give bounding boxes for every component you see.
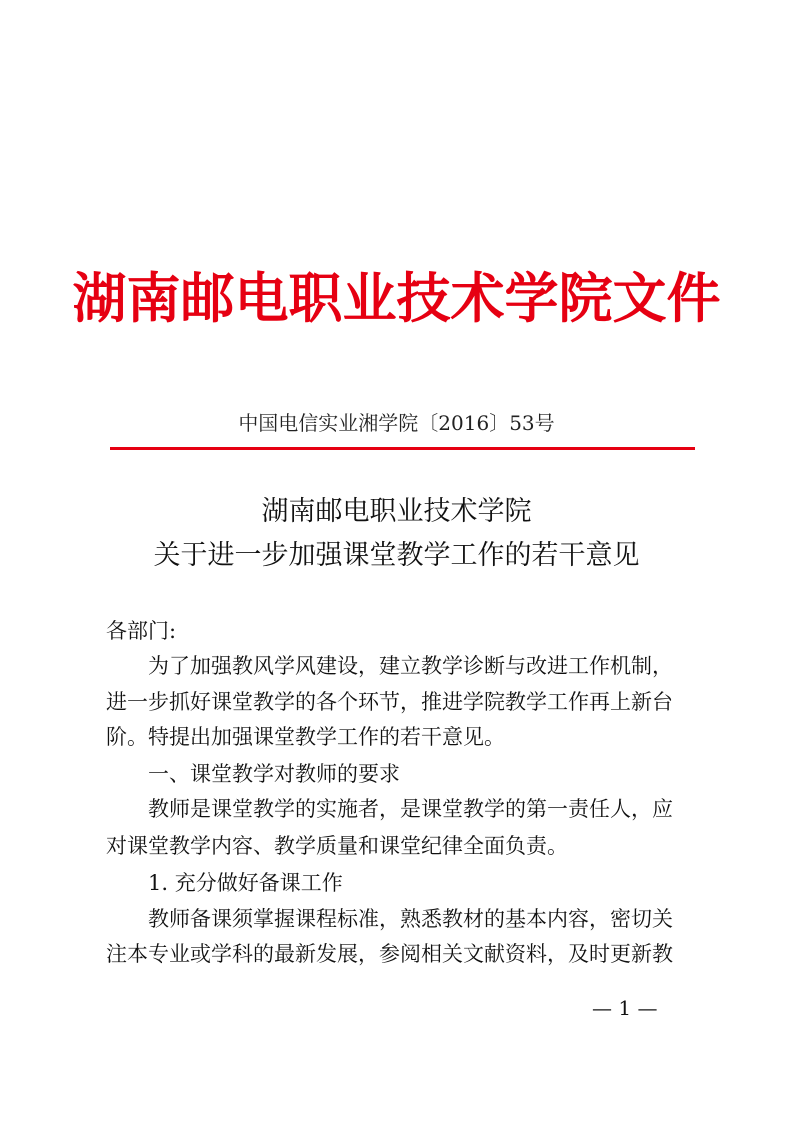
document-title-line-2: 关于进一步加强课堂教学工作的若干意见 — [153, 540, 640, 571]
salutation: 各部门: — [106, 619, 177, 643]
subsection-heading: 1. 充分做好备课工作 — [106, 871, 343, 895]
document-number: 中国电信实业湘学院〔2016〕53号 — [238, 411, 555, 435]
section-heading: 一、课堂教学对教师的要求 — [106, 762, 400, 786]
page-number: — 1 — — [592, 996, 658, 1020]
body-paragraph-line: 进一步抓好课堂教学的各个环节，推进学院教学工作再上新台 — [106, 690, 673, 714]
body-paragraph-line: 阶。特提出加强课堂教学工作的若干意见。 — [106, 725, 505, 749]
body-paragraph-line: 教师备课须掌握课程标准，熟悉教材的基本内容，密切关 — [106, 907, 673, 931]
body-paragraph-line: 为了加强教风学风建设，建立教学诊断与改进工作机制， — [106, 654, 673, 678]
red-divider-line — [110, 447, 695, 450]
body-paragraph-line: 注本专业或学科的最新发展，参阅相关文献资料，及时更新教 — [106, 942, 673, 966]
document-header-title: 湖南邮电职业技术学院文件 — [72, 266, 721, 330]
body-paragraph-line: 对课堂教学内容、教学质量和课堂纪律全面负责。 — [106, 834, 568, 858]
document-title-line-1: 湖南邮电职业技术学院 — [261, 496, 532, 527]
body-paragraph-line: 教师是课堂教学的实施者，是课堂教学的第一责任人，应 — [106, 797, 673, 821]
